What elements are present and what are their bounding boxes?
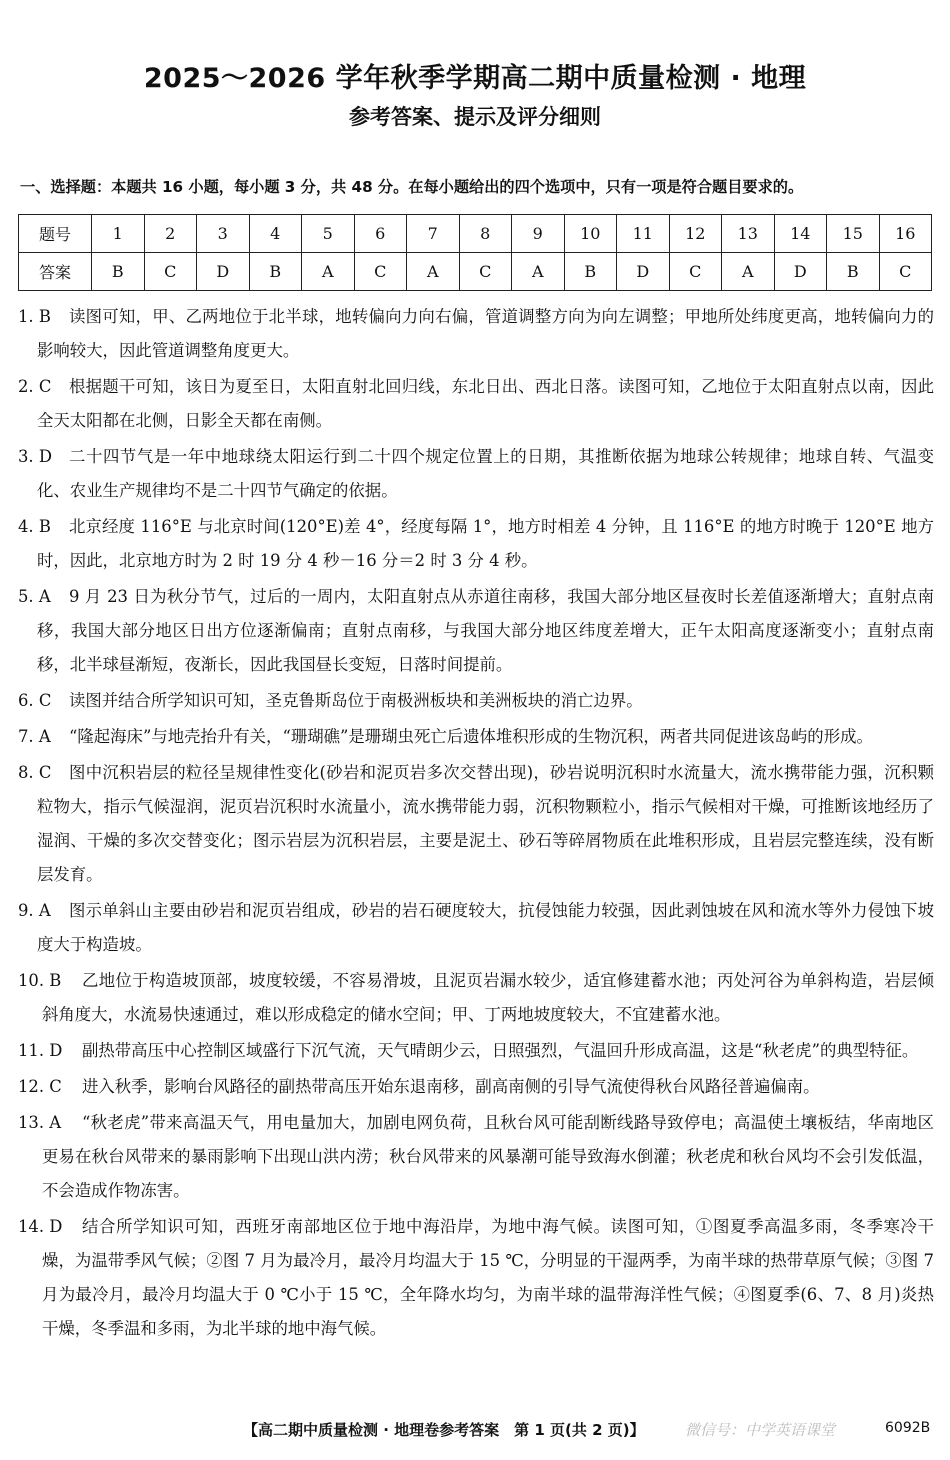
explanation-text: “隆起海床”与地壳抬升有关，“珊瑚礁”是珊瑚虫死亡后遗体堆积形成的生物沉积，两者共同促进该岛屿的形成。 — [69, 727, 873, 746]
explanation-label: 12. C — [18, 1077, 62, 1096]
answer-table-number-row — [19, 215, 932, 253]
explanation-item — [18, 894, 934, 962]
question-number: 12 — [669, 215, 722, 253]
answer-cell: B — [564, 253, 617, 291]
question-number: 11 — [617, 215, 670, 253]
page-footer — [0, 1419, 950, 1443]
explanation-item — [18, 1070, 934, 1104]
explanation-text: 9 月 23 日为秋分节气，过后的一周内，太阳直射点从赤道往南移，我国大部分地区昼夜时长差值逐渐增大；直射点南移，我国大部分地区日出方位逐渐偏南；直射点南移，与我国大部分地区纬度差增大，正午太阳高度逐渐变小；直射点南移，北半球昼渐短，夜渐长，因此我国昼长变短，日落时间提前。 — [37, 587, 934, 674]
explanation-text: 乙地位于构造坡顶部，坡度较缓，不容易滑坡，且泥页岩漏水较少，适宜修建蓄水池；丙处河谷为单斜构造，岩层倾斜角度大，水流易快速通过，难以形成稳定的储水空间；甲、丁两地坡度较大，不宜建蓄水池。 — [42, 971, 934, 1024]
explanation-label: 1. B — [18, 307, 51, 326]
explanation-text: 图示单斜山主要由砂岩和泥页岩组成，砂岩的岩石硬度较大，抗侵蚀能力较强，因此剥蚀坡在风和流水等外力侵蚀下坡度大于构造坡。 — [37, 901, 934, 954]
explanation-label: 4. B — [18, 517, 51, 536]
explanation-label: 3. D — [18, 447, 52, 466]
answer-cell: D — [774, 253, 827, 291]
explanation-list — [18, 300, 934, 1348]
row-label-number: 题号 — [19, 215, 92, 253]
explanation-item — [18, 370, 934, 438]
explanation-label: 11. D — [18, 1041, 63, 1060]
answer-cell: C — [144, 253, 197, 291]
explanation-text: 结合所学知识可知，西班牙南部地区位于地中海沿岸，为地中海气候。读图可知，①图夏季高温多雨，冬季寒冷干燥，为温带季风气候；②图 7 月为最冷月，最冷月均温大于 15 ℃，分明显的干湿两季，为南半球的热带草原气候；③图 7 月为最冷月，最冷月均温大于 0 ℃小于 15 ℃，全年降水均匀，为南半球的温带海洋性气候；④图夏季(6、7、8 月)炎热干燥，冬季温和多雨，为北半球的地中海气候。 — [42, 1217, 934, 1338]
answer-table — [18, 214, 932, 291]
explanation-label: 10. B — [18, 971, 62, 990]
question-number: 7 — [407, 215, 460, 253]
question-number: 4 — [249, 215, 302, 253]
answer-cell: B — [827, 253, 880, 291]
explanation-item — [18, 756, 934, 892]
explanation-item — [18, 440, 934, 508]
explanation-item — [18, 510, 934, 578]
explanation-text: “秋老虎”带来高温天气，用电量加大，加剧电网负荷，且秋台风可能刮断线路导致停电；高温使土壤板结，华南地区更易在秋台风带来的暴雨影响下出现山洪内涝；秋台风带来的风暴潮可能导致海水倒灌；秋老虎和秋台风均不会引发低温，不会造成作物冻害。 — [42, 1113, 934, 1200]
explanation-item — [18, 1034, 934, 1068]
explanation-text: 进入秋季，影响台风路径的副热带高压开始东退南移，副高南侧的引导气流使得秋台风路径普遍偏南。 — [82, 1077, 820, 1096]
explanation-item — [18, 964, 934, 1032]
question-number: 6 — [354, 215, 407, 253]
explanation-label: 8. C — [18, 763, 52, 782]
explanation-text: 读图并结合所学知识可知，圣克鲁斯岛位于南极洲板块和美洲板块的消亡边界。 — [69, 691, 643, 710]
answer-cell: C — [879, 253, 932, 291]
explanation-item — [18, 580, 934, 682]
question-number: 15 — [827, 215, 880, 253]
explanation-item — [18, 1210, 934, 1346]
section-heading: 一、选择题：本题共 16 小题，每小题 3 分，共 48 分。在每小题给出的四个选项中，只有一项是符合题目要求的。 — [20, 178, 804, 196]
explanation-item — [18, 1106, 934, 1208]
explanation-label: 6. C — [18, 691, 52, 710]
footer-page-info: 【高二期中质量检测 · 地理卷参考答案 第 1 页(共 2 页)】 — [243, 1421, 645, 1439]
answer-cell: C — [669, 253, 722, 291]
answer-cell: D — [197, 253, 250, 291]
explanation-label: 13. A — [18, 1113, 62, 1132]
explanation-text: 图中沉积岩层的粒径呈规律性变化(砂岩和泥页岩多次交替出现)，砂岩说明沉积时水流量大，流水携带能力强，沉积颗粒物大，指示气候湿润，泥页岩沉积时水流量小，流水携带能力弱，沉积物颗粒小，指示气候相对干燥，可推断该地经历了湿润、干燥的多次交替变化；图示岩层为沉积岩层，主要是泥土、砂石等碎屑物质在此堆积形成，且岩层完整连续，没有断层发育。 — [37, 763, 934, 884]
question-number: 5 — [302, 215, 355, 253]
answer-cell: C — [354, 253, 407, 291]
explanation-text: 读图可知，甲、乙两地位于北半球，地转偏向力向右偏，管道调整方向为向左调整；甲地所处纬度更高，地转偏向力的影响较大，因此管道调整角度更大。 — [37, 307, 934, 360]
answer-cell: B — [92, 253, 145, 291]
question-number: 14 — [774, 215, 827, 253]
explanation-text: 二十四节气是一年中地球绕太阳运行到二十四个规定位置上的日期，其推断依据为地球公转规律；地球自转、气温变化、农业生产规律均不是二十四节气确定的依据。 — [37, 447, 934, 500]
page-title: 2025～2026 学年秋季学期高二期中质量检测 · 地理 — [143, 63, 807, 94]
row-label-answer: 答案 — [19, 253, 92, 291]
explanation-item — [18, 300, 934, 368]
explanation-item — [18, 720, 934, 754]
answer-cell: C — [459, 253, 512, 291]
explanation-text: 根据题干可知，该日为夏至日，太阳直射北回归线，东北日出、西北日落。读图可知，乙地位于太阳直射点以南，因此全天太阳都在北侧，日影全天都在南侧。 — [37, 377, 934, 430]
answer-table-answer-row — [19, 253, 932, 291]
footer-watermark: 微信号：中学英语课堂 — [685, 1421, 836, 1439]
explanation-item — [18, 684, 934, 718]
answer-cell: B — [249, 253, 302, 291]
explanation-label: 2. C — [18, 377, 52, 396]
question-number: 16 — [879, 215, 932, 253]
answer-cell: A — [512, 253, 565, 291]
explanation-text: 北京经度 116°E 与北京时间(120°E)差 4°，经度每隔 1°，地方时相差 4 分钟，且 116°E 的地方时晚于 120°E 地方时，因此，北京地方时为 2 时 19 分 4 秒－16 分＝2 时 3 分 4 秒。 — [37, 517, 934, 570]
question-number: 9 — [512, 215, 565, 253]
question-number: 1 — [92, 215, 145, 253]
explanation-label: 9. A — [18, 901, 51, 920]
question-number: 2 — [144, 215, 197, 253]
answer-cell: A — [302, 253, 355, 291]
answer-cell: A — [407, 253, 460, 291]
explanation-label: 14. D — [18, 1217, 63, 1236]
question-number: 8 — [459, 215, 512, 253]
question-number: 3 — [197, 215, 250, 253]
answer-cell: A — [722, 253, 775, 291]
answer-cell: D — [617, 253, 670, 291]
page-subtitle: 参考答案、提示及评分细则 — [349, 105, 601, 129]
question-number: 13 — [722, 215, 775, 253]
question-number: 10 — [564, 215, 617, 253]
explanation-label: 5. A — [18, 587, 51, 606]
explanation-text: 副热带高压中心控制区域盛行下沉气流，天气晴朗少云，日照强烈，气温回升形成高温，这是“秋老虎”的典型特征。 — [82, 1041, 919, 1060]
explanation-label: 7. A — [18, 727, 51, 746]
footer-code: 6092B — [885, 1420, 931, 1436]
